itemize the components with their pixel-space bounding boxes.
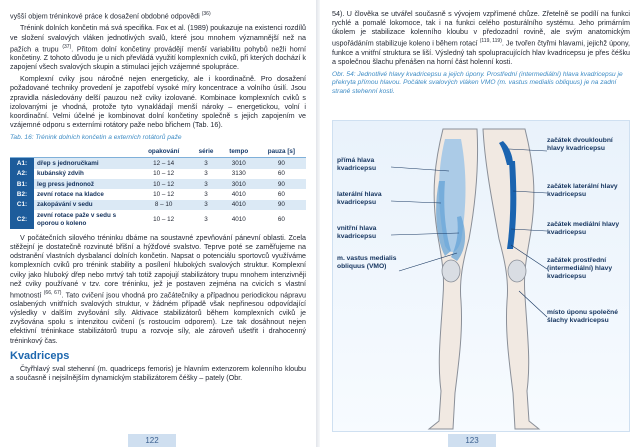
table-header-exercise: [34, 145, 136, 158]
row-reps: 12 – 14: [136, 158, 191, 169]
training-table: [10, 145, 306, 229]
right-knee: [508, 260, 526, 282]
page-number-left: 122: [128, 434, 176, 447]
row-code: C2:: [10, 210, 34, 229]
row-code: C1:: [10, 200, 34, 210]
row-code: A1:: [10, 158, 34, 169]
row-sets: 3: [191, 210, 220, 229]
right-page: [320, 0, 640, 447]
left-paragraph-2: Komplexní cviky jsou náročné nejen energeticky, ale i koordinačně. Pro dosažení požadované techniky provedení je zapotřebí vysoké míry koncentrace a volního úsilí. Jsou zpravidla následovány delší pauzou než cviky izolované. Kombinace komplexních cviků s izolovanými je vhodná, protože tyto vynakládají menší nároky – energetickou, volní i koordinační. Velmi účelné je kombinovat dolní končetiny společně s jejich zapojením ve vzájemné odporu s externími rotátory paže nebo břichem (Tab. 16).: [10, 75, 306, 129]
row-tempo: 4010: [221, 200, 257, 210]
row-tempo: 4010: [221, 189, 257, 199]
table-row: [10, 210, 306, 229]
row-reps: 10 – 12: [136, 179, 191, 189]
page-number-right: 123: [448, 434, 496, 447]
row-code: B2:: [10, 189, 34, 199]
table-row: [10, 200, 306, 210]
table-header-code: [10, 145, 34, 158]
section-title: Kvadriceps: [10, 349, 70, 362]
row-reps: 10 – 12: [136, 189, 191, 199]
table-header-rest: pauza [s]: [257, 145, 306, 158]
table-header-tempo: tempo: [221, 145, 257, 158]
row-reps: 10 – 12: [136, 169, 191, 179]
right-paragraph-1: 54). U člověka se utvářel současně s vývojem vzpřímené chůze. Zřetelně se podílí na funkci rychlé a pomalé lokomoce, tak i na funkci celého posturálního systému. Jeho primárním úkolem je stabilizace kolenního kloubu v předozadní rovině, ale svým anatomickým uspořádáním stabilizuje koleno i během rotací $^{(119, 119)}$. Je tvořen čtyřmi hlavami, jejichž úpony, funkce a vnitřní struktura se liší. Výsledný tah spolupracujících hlav kvadricepsu je přes čéšku a společnou šlachu přenášen na horní část holenní kosti.: [332, 10, 630, 66]
left-paragraph-3: V počátečních silového tréninku dbáme na soustavné zpevňování pánevní oblasti. Zcela stěžejní je dostatečně rozvinuté břišní a hýžďové svalstvo. Teprve poté se zaměřujeme na odstranění vlastních dysbalancí dolních končetin. Napsat o potenciálu sportovců využíváme komplexních cviků pro trénink stability a posílení hlubokých svalových struktur. Komplexní cviky jako hluboký dřep nebo mrtvý tah totiž zapojují stabilizátory trupu mnohem intenzivněji než cviky používané v tzv. core tréninku, jež je postaven zejména na cvicích s vlastní hmotností $^{(66, 67)}$. Tato cvičení jsou vhodná pro začátečníky a případnou periodickou nápravu oslabených vnitřních svalových struktur, v žádném případě však nepřinesou odpovídající výsledky v dalším zvyšování síly. Aktivace stabilizátorů během komplexních cviků je zvyšována spolu s intenzitou cvičení (s rostoucím odporem). Lze tak dosáhnout nejen efektivní tréninkace stabilizátorů trupu a rozvoje síly, ale zároveň ušetřit i drahocenný tréninkový čas.: [10, 234, 307, 345]
row-sets: 3: [191, 200, 220, 210]
row-tempo: 3010: [221, 179, 257, 189]
left-paragraph-4: Čtyřhlavý sval stehenní (m. quadriceps femoris) je hlavním extenzorem kolenního kloubu a současně i nejsilnějším dynamickým stabilizátorem čéšky – pately (Obr.: [10, 364, 306, 382]
table-header-reps: opakování: [136, 145, 191, 158]
row-sets: 3: [191, 158, 220, 169]
table-header-sets: série: [191, 145, 220, 158]
row-exercise: zevní rotace na kladce: [34, 189, 136, 199]
row-rest: 90: [257, 179, 306, 189]
row-rest: 90: [257, 200, 306, 210]
table-header-row: [10, 145, 306, 158]
row-code: B1:: [10, 179, 34, 189]
row-exercise: zevní rotace paže v sedu s oporou o koleno: [34, 210, 136, 229]
left-top-paragraph: vyšší objem tréninkové práce k dosažení obdobné odpovědi $^{(36)}$: [10, 11, 211, 21]
row-tempo: 3010: [221, 158, 257, 169]
row-exercise: zakopávání v sedu: [34, 200, 136, 210]
row-rest: 60: [257, 189, 306, 199]
left-page: [0, 0, 316, 447]
left-knee: [442, 260, 460, 282]
row-exercise: leg press jednonož: [34, 179, 136, 189]
row-exercise: kubánský zdvih: [34, 169, 136, 179]
row-reps: 10 – 12: [136, 210, 191, 229]
figure-caption: Obr. 54: Jednotlivé hlavy kvadricepsu a jejich úpony. Prostřední (intermediální) hlava kvadricepsu je překryta přímou hlavou. Počátek svalových vláken VMO (m. vastus medialis obliquus) je na zadní straně stehenní kosti.: [332, 70, 623, 95]
row-sets: 3: [191, 179, 220, 189]
label-medial-head: vnitřní hlava kvadricepsu: [337, 225, 377, 240]
row-rest: 60: [257, 169, 306, 179]
table-caption: Tab. 16: Trénink dolních končetin a externích rotátorů paže: [10, 133, 182, 141]
row-code: A2:: [10, 169, 34, 179]
row-tempo: 4010: [221, 210, 257, 229]
row-rest: 90: [257, 158, 306, 169]
label-biarticular-origin: začátek dvoukloubní hlavy kvadricepsu: [547, 137, 613, 152]
left-paragraph-1: Trénink dolních končetin má svá specifika. Fox et al. (1989) poukazuje na existenci rozdílů ve složení svalových vláken jednotlivých svalů, které jsou mnohem významnější než na pažích a trupu $^{(37)}$. Přitom dolní končetiny provádějí menší variabilitu pohybů nežli horní končetiny. Z tohoto důvodu je u nich převládá využití komplexních cviků, při kterých dochází k zapojení všech svalových skupin a stimulaci jejich vzájemné spolupráce.: [10, 24, 306, 72]
label-lateral-origin: začátek laterální hlavy kvadricepsu: [547, 183, 618, 198]
label-lateral-head: laterální hlava kvadricepsu: [337, 191, 382, 206]
label-common-tendon: místo úponu společné šlachy kvadricepsu: [547, 309, 618, 324]
label-rectus-femoris: přímá hlava kvadricepsu: [337, 157, 377, 172]
table-row: [10, 179, 306, 189]
label-medial-origin: začátek mediální hlavy kvadricepsu: [547, 221, 620, 236]
row-rest: 60: [257, 210, 306, 229]
row-sets: 3: [191, 169, 220, 179]
row-sets: 3: [191, 189, 220, 199]
table-row: [10, 189, 306, 199]
label-intermediate-origin: začátek prostřední (intermediální) hlavy kvadricepsu: [547, 257, 613, 280]
row-exercise: dřep s jednoručkami: [34, 158, 136, 169]
table-row: [10, 169, 306, 179]
label-vmo: m. vastus medialis obliquus (VMO): [337, 255, 397, 270]
table-row: [10, 158, 306, 169]
quadriceps-figure: [332, 120, 630, 432]
row-reps: 8 – 10: [136, 200, 191, 210]
row-tempo: 3130: [221, 169, 257, 179]
